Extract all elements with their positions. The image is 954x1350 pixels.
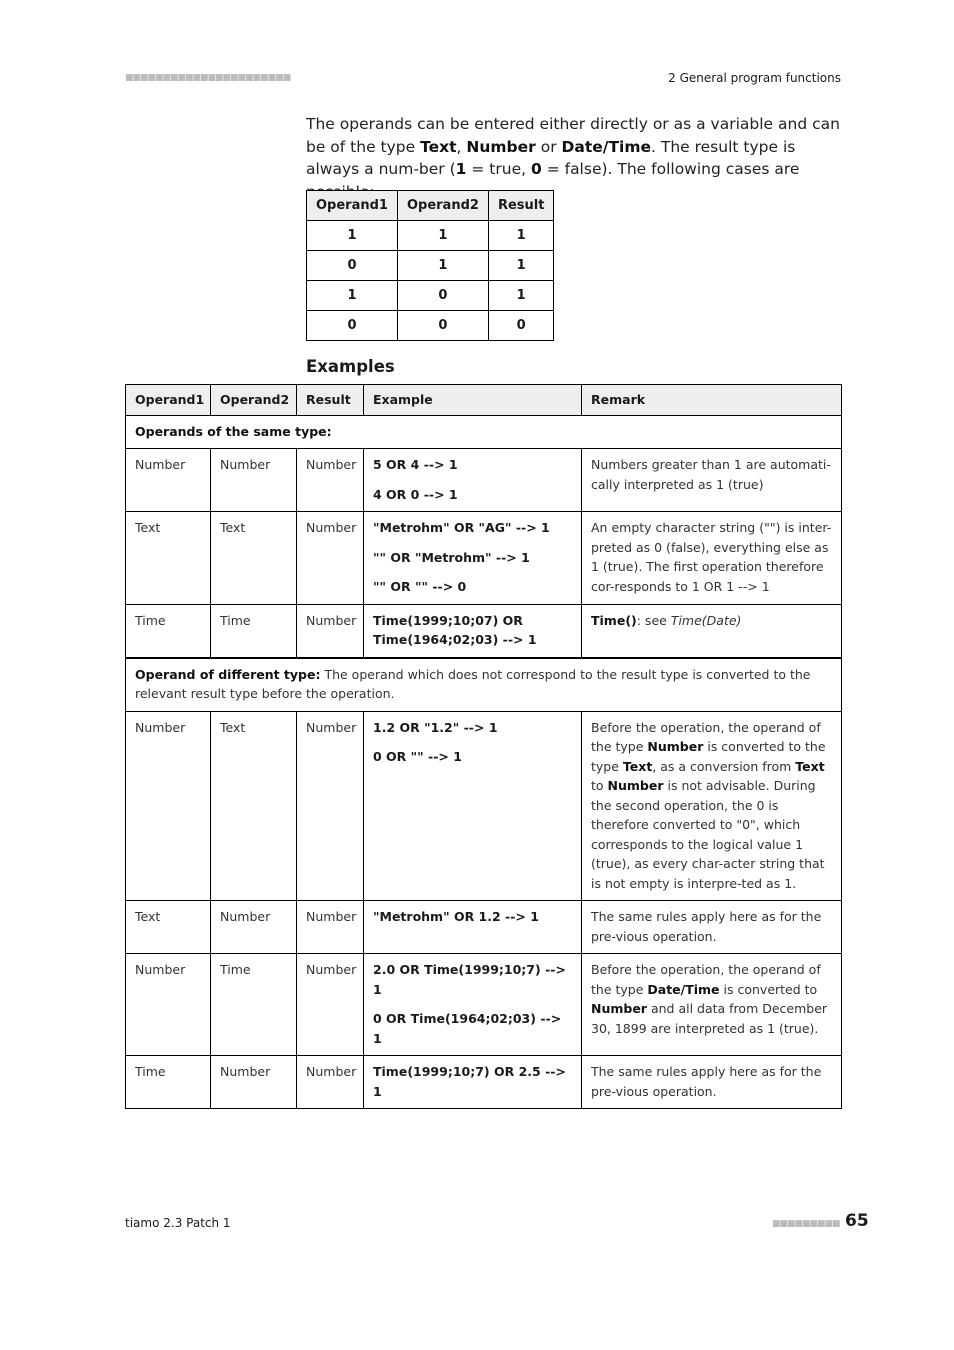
intro-text: . The result type is always a num-ber (	[306, 137, 796, 178]
examples-header-cell: Result	[297, 385, 364, 416]
remark-cell: The same rules apply here as for the pre-vious operation.	[582, 1056, 842, 1109]
example-line: Time(1999;10;07) OR Time(1964;02;03) --> 1	[373, 612, 537, 647]
remark-reference: Time(Date)	[670, 612, 742, 628]
operand1-cell: Number	[126, 449, 211, 512]
operand2-cell: Text	[211, 711, 297, 901]
operand2-cell: Text	[211, 512, 297, 605]
example-line: "" OR "" --> 0	[373, 579, 467, 594]
page-number: 65	[845, 1211, 869, 1231]
table-row	[126, 901, 842, 954]
truth-row	[307, 281, 554, 311]
table-row	[126, 711, 842, 901]
table-row	[126, 1056, 842, 1109]
section-cell	[126, 658, 842, 712]
remark-text: , as a conversion from	[652, 758, 796, 774]
truth-cell: 1	[488, 251, 554, 281]
table-row	[126, 954, 842, 1056]
remark-cell	[582, 711, 842, 901]
intro-type-datetime: Date/Time	[561, 137, 651, 156]
truth-header-cell: Result	[488, 191, 554, 221]
truth-cell: 1	[397, 221, 488, 251]
truth-cell: 0	[307, 311, 398, 341]
remark-type: Text	[622, 758, 653, 774]
section-text: The operand which does not correspond to the result type is converted to the relevant result type before the operation.	[135, 666, 811, 701]
result-cell: Number	[297, 954, 364, 1056]
truth-table	[306, 190, 554, 341]
examples-header-cell: Remark	[582, 385, 842, 416]
remark-text: Before the operation, the operand of the type	[591, 962, 821, 997]
example-line: 2.0 OR Time(1999;10;7) --> 1	[373, 962, 566, 997]
remark-text: : see	[636, 612, 671, 628]
intro-sep: ,	[456, 137, 467, 156]
remark-text: and all data from December 30, 1899 are interpreted as 1 (true).	[591, 1001, 828, 1036]
remark-text: to	[591, 778, 608, 793]
example-cell	[364, 1056, 582, 1109]
result-cell: Number	[297, 1056, 364, 1109]
header-decoration: ■■■■■■■■■■■■■■■■■■■■■■	[125, 73, 291, 83]
remark-text: is not advisable. During the second operation, the 0 is therefore converted to "0", which corresponds to the logical value 1 (true), as every char-acter string that is not empty is interpre-ted as 1.	[591, 778, 825, 891]
running-header: 2 General program functions	[668, 71, 841, 85]
example-line: "Metrohm" OR "AG" --> 1	[373, 520, 550, 535]
truth-cell: 1	[488, 221, 554, 251]
table-row	[126, 604, 842, 658]
example-line: "Metrohm" OR 1.2 --> 1	[373, 909, 539, 924]
operand2-cell: Number	[211, 449, 297, 512]
remark-cell: The same rules apply here as for the pre-vious operation.	[582, 901, 842, 954]
truth-cell: 1	[307, 221, 398, 251]
intro-false-value: 0	[530, 160, 542, 178]
remark-function-name: Time()	[591, 612, 637, 628]
example-line: 1.2 OR "1.2" --> 1	[373, 719, 498, 735]
section-row-different-type	[126, 658, 842, 712]
intro-true-value: 1	[455, 160, 467, 178]
truth-row	[307, 311, 554, 341]
operand2-cell: Time	[211, 954, 297, 1056]
example-line: "" OR "Metrohm" --> 1	[373, 549, 530, 565]
truth-header-cell: Operand2	[397, 191, 488, 221]
remark-type: Number	[607, 778, 664, 793]
example-line: 0 OR Time(1964;02;03) --> 1	[373, 1011, 562, 1046]
truth-cell: 0	[307, 251, 398, 281]
operand1-cell: Text	[126, 901, 211, 954]
remark-type: Date/Time	[647, 981, 720, 997]
intro-text: = true,	[466, 160, 531, 178]
example-cell	[364, 604, 582, 658]
intro-sep: or	[535, 137, 562, 156]
remark-type: Number	[647, 739, 704, 754]
result-cell: Number	[297, 604, 364, 658]
truth-row	[307, 251, 554, 281]
remark-text: is converted to the type	[591, 739, 826, 774]
remark-type: Number	[591, 1001, 647, 1016]
remark-cell: Numbers greater than 1 are automati-cally interpreted as 1 (true)	[582, 449, 842, 512]
example-cell	[364, 512, 582, 605]
examples-table	[125, 384, 842, 1109]
example-cell	[364, 901, 582, 954]
truth-cell: 0	[397, 281, 488, 311]
intro-text: = false). The following cases are	[546, 160, 800, 178]
operand2-cell: Number	[211, 901, 297, 954]
remark-cell	[582, 604, 842, 658]
result-cell: Number	[297, 512, 364, 605]
remark-cell	[582, 954, 842, 1056]
examples-header-row	[126, 385, 842, 416]
operand1-cell: Text	[126, 512, 211, 605]
truth-cell: 0	[488, 311, 554, 341]
footer-product: tiamo 2.3 Patch 1	[125, 1216, 231, 1230]
result-cell: Number	[297, 449, 364, 512]
remark-type: Text	[795, 758, 825, 774]
operand1-cell: Time	[126, 1056, 211, 1109]
truth-cell: 1	[488, 281, 554, 311]
truth-cell: 1	[397, 251, 488, 281]
examples-header-cell: Operand1	[126, 385, 211, 416]
intro-type-number: Number	[466, 137, 536, 156]
operand1-cell: Number	[126, 711, 211, 901]
example-cell	[364, 954, 582, 1056]
intro-type-text: Text	[420, 137, 457, 156]
example-line: 5 OR 4 --> 1	[373, 457, 458, 472]
example-line: 0 OR "" --> 1	[373, 749, 462, 764]
operand1-cell: Number	[126, 954, 211, 1056]
remark-text: Before the operation, the operand of the type	[591, 719, 821, 754]
operand2-cell: Time	[211, 604, 297, 658]
example-cell	[364, 711, 582, 901]
operand2-cell: Number	[211, 1056, 297, 1109]
result-cell: Number	[297, 711, 364, 901]
result-cell: Number	[297, 901, 364, 954]
example-line: 4 OR 0 --> 1	[373, 486, 458, 502]
examples-heading: Examples	[306, 357, 395, 376]
table-row	[126, 512, 842, 605]
truth-header-cell: Operand1	[307, 191, 398, 221]
examples-header-cell: Operand2	[211, 385, 297, 416]
section-label: Operands of the same type:	[135, 423, 332, 439]
section-row-same-type	[126, 415, 842, 449]
intro-text: The operands can be entered either directly or as a variable and can be of the type	[306, 115, 840, 156]
remark-cell: An empty character string ("") is inter-preted as 0 (false), everything else as 1 (true). The first operation therefore cor-responds to 1 OR 1 --> 1	[582, 512, 842, 605]
example-line: Time(1999;10;7) OR 2.5 --> 1	[373, 1064, 566, 1099]
truth-cell: 1	[307, 281, 398, 311]
footer-decoration: ■■■■■■■■■	[772, 1219, 840, 1229]
truth-cell: 0	[397, 311, 488, 341]
operand1-cell: Time	[126, 604, 211, 658]
remark-text: is converted to	[719, 981, 818, 997]
truth-header-row	[307, 191, 554, 221]
table-row	[126, 449, 842, 512]
examples-header-cell: Example	[364, 385, 582, 416]
example-cell	[364, 449, 582, 512]
section-cell	[126, 415, 842, 449]
truth-row	[307, 221, 554, 251]
section-label: Operand of different type:	[135, 666, 321, 682]
